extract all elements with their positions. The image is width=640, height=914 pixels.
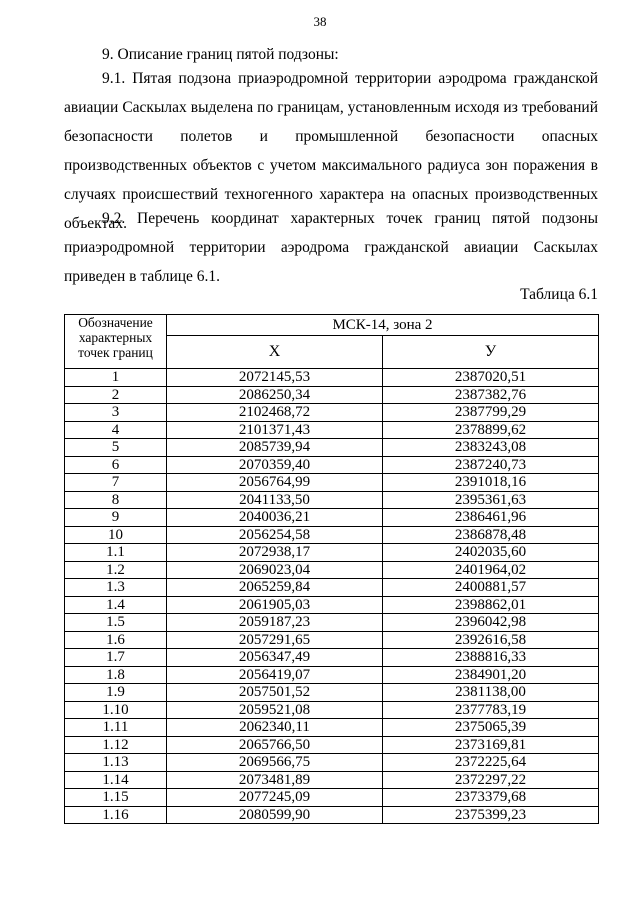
y-value-cell: 2386878,48 [383, 526, 599, 544]
x-value-cell: 2040036,21 [167, 509, 383, 527]
point-id-cell: 1.3 [65, 579, 167, 597]
x-value-cell: 2056419,07 [167, 666, 383, 684]
x-value-cell: 2061905,03 [167, 596, 383, 614]
y-value-cell: 2387799,29 [383, 404, 599, 422]
table-row [65, 386, 599, 404]
y-value-cell: 2383243,08 [383, 439, 599, 457]
x-value-cell: 2072938,17 [167, 544, 383, 562]
table-row [65, 596, 599, 614]
point-id-cell: 1.4 [65, 596, 167, 614]
table-row [65, 579, 599, 597]
table-body [65, 369, 599, 824]
point-id-cell: 5 [65, 439, 167, 457]
y-value-cell: 2402035,60 [383, 544, 599, 562]
table-row [65, 544, 599, 562]
x-value-cell: 2072145,53 [167, 369, 383, 387]
y-value-cell: 2372225,64 [383, 754, 599, 772]
point-id-cell: 1.5 [65, 614, 167, 632]
point-id-cell: 1.15 [65, 789, 167, 807]
x-value-cell: 2056347,49 [167, 649, 383, 667]
table-row [65, 719, 599, 737]
x-value-cell: 2070359,40 [167, 456, 383, 474]
y-value-cell: 2401964,02 [383, 561, 599, 579]
x-value-cell: 2085739,94 [167, 439, 383, 457]
x-value-cell: 2073481,89 [167, 771, 383, 789]
y-value-cell: 2398862,01 [383, 596, 599, 614]
point-label-header-line: характерных [78, 330, 153, 345]
x-value-cell: 2056254,58 [167, 526, 383, 544]
x-value-cell: 2080599,90 [167, 806, 383, 824]
x-value-cell: 2057501,52 [167, 684, 383, 702]
x-value-cell: 2086250,34 [167, 386, 383, 404]
y-value-cell: 2396042,98 [383, 614, 599, 632]
point-id-cell: 1.16 [65, 806, 167, 824]
point-id-cell: 1.12 [65, 736, 167, 754]
y-value-cell: 2373169,81 [383, 736, 599, 754]
point-id-cell: 1.14 [65, 771, 167, 789]
y-value-cell: 2392616,58 [383, 631, 599, 649]
x-value-cell: 2059521,08 [167, 701, 383, 719]
x-value-cell: 2102468,72 [167, 404, 383, 422]
y-value-cell: 2387020,51 [383, 369, 599, 387]
table-row [65, 614, 599, 632]
point-id-cell: 1.7 [65, 649, 167, 667]
point-id-cell: 1.1 [65, 544, 167, 562]
point-id-cell: 7 [65, 474, 167, 492]
x-value-cell: 2101371,43 [167, 421, 383, 439]
y-value-cell: 2400881,57 [383, 579, 599, 597]
point-id-cell: 1.11 [65, 719, 167, 737]
paragraph-9-1-text: 9.1. Пятая подзона приаэродромной территории аэродрома гражданской авиации Саскылах выделена по границам, установленным исходя из требований безопасности полетов и промышленной безопасности опасных производственных объектов с учетом максимального радиуса зон поражения в случаях происшествий техногенного характера на опасных производственных объектах. [64, 70, 598, 232]
table-row [65, 789, 599, 807]
y-value-cell: 2381138,00 [383, 684, 599, 702]
point-id-cell: 2 [65, 386, 167, 404]
zone-header: МСК-14, зона 2 [167, 315, 599, 336]
point-label-header-line: Обозначение [78, 315, 153, 330]
point-id-cell: 4 [65, 421, 167, 439]
x-header: X [167, 336, 383, 369]
y-value-cell: 2377783,19 [383, 701, 599, 719]
table-row [65, 754, 599, 772]
table-row [65, 771, 599, 789]
table-row [65, 684, 599, 702]
point-label-header [65, 315, 167, 369]
table-row [65, 404, 599, 422]
y-value-cell: 2378899,62 [383, 421, 599, 439]
table-row [65, 509, 599, 527]
coordinates-table [64, 314, 599, 824]
x-value-cell: 2057291,65 [167, 631, 383, 649]
y-value-cell: 2391018,16 [383, 474, 599, 492]
y-value-cell: 2387382,76 [383, 386, 599, 404]
point-id-cell: 1.10 [65, 701, 167, 719]
y-value-cell: 2375065,39 [383, 719, 599, 737]
point-id-cell: 1.9 [65, 684, 167, 702]
y-value-cell: 2372297,22 [383, 771, 599, 789]
point-id-cell: 3 [65, 404, 167, 422]
table-row [65, 456, 599, 474]
table-row [65, 439, 599, 457]
page-number: 38 [313, 14, 327, 29]
x-value-cell: 2065259,84 [167, 579, 383, 597]
y-header: У [383, 336, 599, 369]
x-value-cell: 2059187,23 [167, 614, 383, 632]
point-id-cell: 1.2 [65, 561, 167, 579]
point-id-cell: 6 [65, 456, 167, 474]
y-value-cell: 2388816,33 [383, 649, 599, 667]
table-row [65, 631, 599, 649]
table-row [65, 561, 599, 579]
point-id-cell: 1 [65, 369, 167, 387]
y-value-cell: 2387240,73 [383, 456, 599, 474]
paragraph-9-2 [64, 204, 598, 291]
x-value-cell: 2077245,09 [167, 789, 383, 807]
table-row [65, 736, 599, 754]
table-row [65, 701, 599, 719]
table-row [65, 526, 599, 544]
table-row [65, 369, 599, 387]
point-id-cell: 1.13 [65, 754, 167, 772]
table-row [65, 649, 599, 667]
y-value-cell: 2386461,96 [383, 509, 599, 527]
point-id-cell: 10 [65, 526, 167, 544]
x-value-cell: 2062340,11 [167, 719, 383, 737]
x-value-cell: 2069566,75 [167, 754, 383, 772]
section-heading: 9. Описание границ пятой подзоны: [102, 46, 339, 63]
x-value-cell: 2041133,50 [167, 491, 383, 509]
table-row [65, 666, 599, 684]
y-value-cell: 2384901,20 [383, 666, 599, 684]
point-id-cell: 8 [65, 491, 167, 509]
table-row [65, 806, 599, 824]
paragraph-9-2-text: 9.2. Перечень координат характерных точек границ пятой подзоны приаэродромной территории аэродрома гражданской авиации Саскылах приведен в таблице 6.1. [64, 210, 598, 285]
x-value-cell: 2065766,50 [167, 736, 383, 754]
y-value-cell: 2395361,63 [383, 491, 599, 509]
table-row [65, 421, 599, 439]
table-row [65, 491, 599, 509]
y-value-cell: 2373379,68 [383, 789, 599, 807]
table-row [65, 474, 599, 492]
table-caption: Таблица 6.1 [520, 286, 598, 303]
y-value-cell: 2375399,23 [383, 806, 599, 824]
x-value-cell: 2056764,99 [167, 474, 383, 492]
x-value-cell: 2069023,04 [167, 561, 383, 579]
point-id-cell: 1.8 [65, 666, 167, 684]
point-id-cell: 1.6 [65, 631, 167, 649]
point-label-header-line: точек границ [78, 345, 153, 360]
point-id-cell: 9 [65, 509, 167, 527]
